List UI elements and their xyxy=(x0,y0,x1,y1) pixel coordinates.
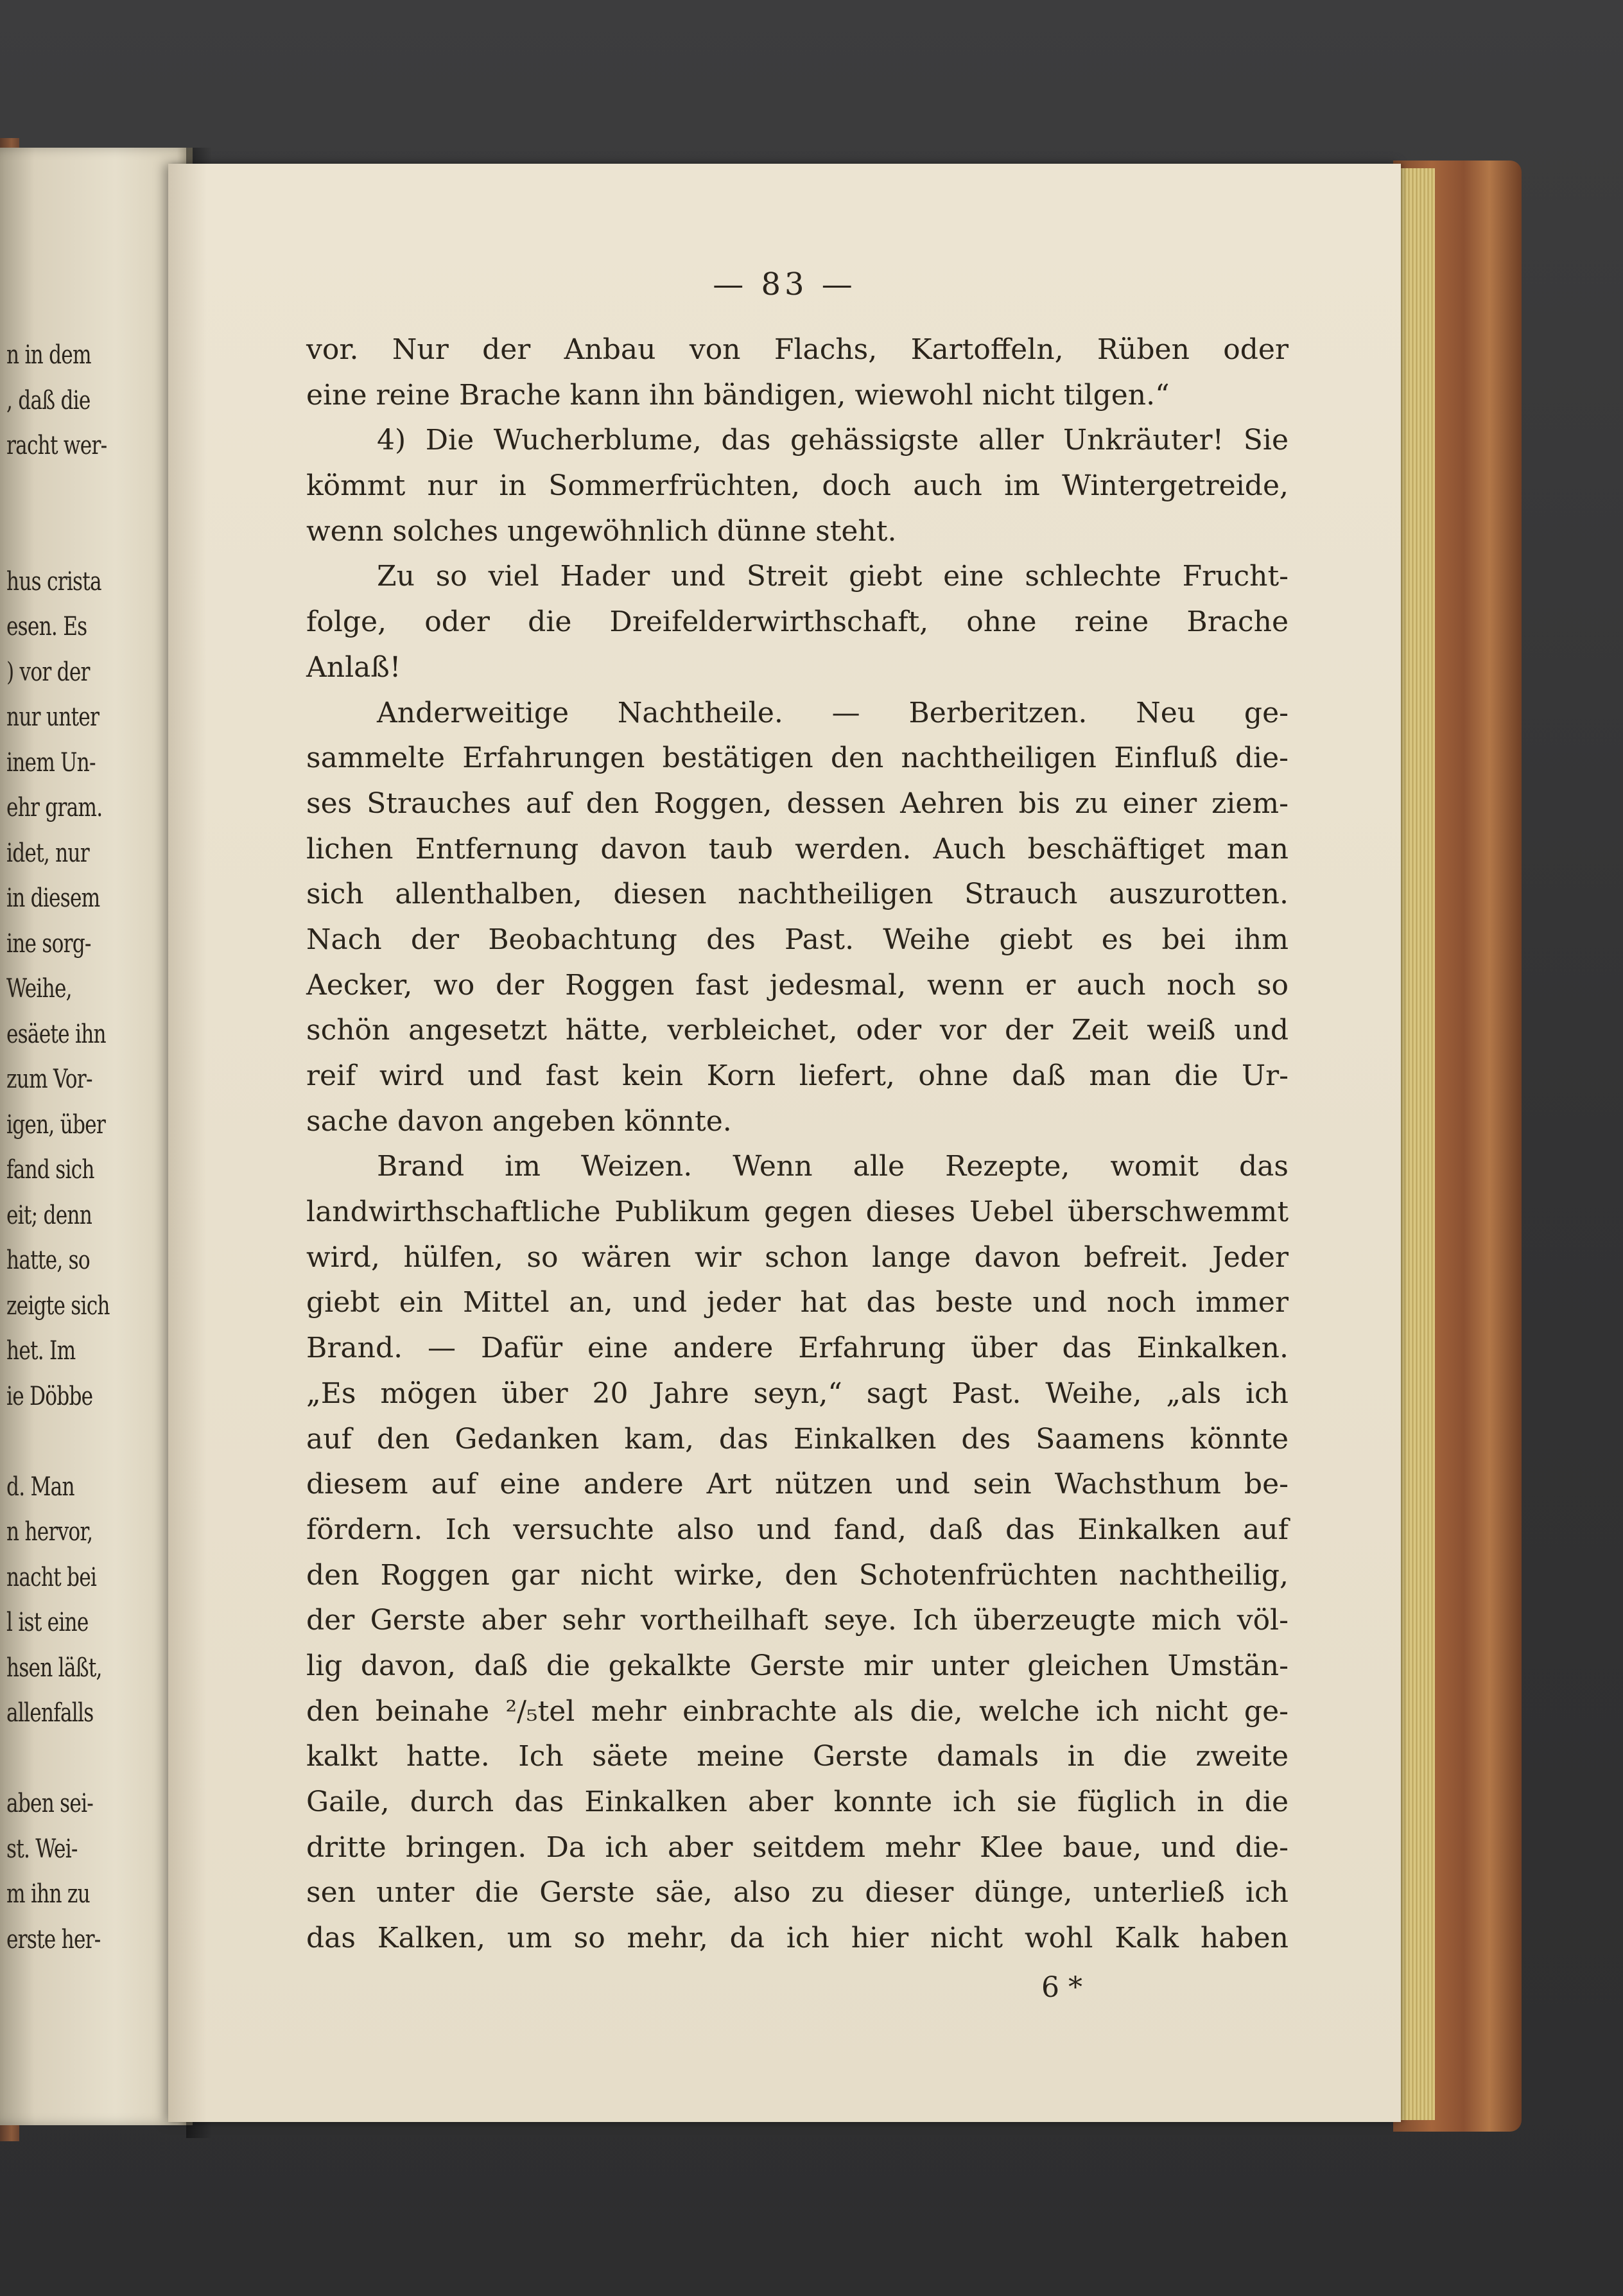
previous-page-line: st. Wei- xyxy=(6,1834,78,1864)
previous-page-line: het. Im xyxy=(6,1336,76,1366)
previous-page-line: ) vor der xyxy=(6,657,90,687)
text-line: der Gerste aber sehr vortheilhaft seye. Ich überzeugte mich völ- xyxy=(306,1604,1289,1637)
text-line: sache davon angeben könnte. xyxy=(306,1104,732,1138)
previous-page-line: allenfalls xyxy=(6,1698,94,1728)
previous-page-line: ehr gram. xyxy=(6,793,103,822)
text-line: sen unter die Gerste säe, also zu dieser dünge, unterließ ich xyxy=(306,1876,1289,1909)
previous-page-line: ie Döbbe xyxy=(6,1381,93,1411)
page-text xyxy=(306,327,1289,1961)
previous-page-line: eit; denn xyxy=(6,1200,92,1230)
previous-page-line: l ist eine xyxy=(6,1608,89,1637)
previous-page-line: erste her- xyxy=(6,1924,101,1954)
text-line: Anlaß! xyxy=(306,650,401,684)
text-line: lig davon, daß die gekalkte Gerste mir unter gleichen Umstän- xyxy=(306,1649,1289,1682)
text-line: sammelte Erfahrungen bestätigen den nachtheiligen Einfluß die- xyxy=(306,742,1289,775)
text-line: Nach der Beobachtung des Past. Weihe giebt es bei ihm xyxy=(306,923,1289,956)
text-line: „Es mögen über 20 Jahre seyn,“ sagt Past. Weihe, „als ich xyxy=(306,1377,1289,1410)
previous-page-line: zum Vor- xyxy=(6,1065,92,1094)
previous-page-line: , daß die xyxy=(6,385,91,415)
signature-mark: 6 * xyxy=(1041,1971,1082,2004)
text-line: den Roggen gar nicht wirke, den Schotenfrüchten nachtheilig, xyxy=(306,1558,1289,1592)
previous-page-line: d. Man xyxy=(6,1472,74,1502)
text-line: fördern. Ich versuchte also und fand, daß das Einkalken auf xyxy=(306,1513,1289,1546)
previous-page xyxy=(0,148,193,2125)
text-line: 4) Die Wucherblume, das gehässigste aller Unkräuter! Sie xyxy=(377,424,1289,457)
text-line: den beinahe ²/₅tel mehr einbrachte als die, welche ich nicht ge- xyxy=(306,1694,1289,1728)
previous-page-line: Weihe, xyxy=(6,974,72,1004)
text-line: eine reine Brache kann ihn bändigen, wiewohl nicht tilgen.“ xyxy=(306,378,1170,412)
text-line: lichen Entfernung davon taub werden. Auch beschäftiget man xyxy=(306,832,1289,865)
text-line: reif wird und fast kein Korn liefert, ohne daß man die Ur- xyxy=(306,1059,1289,1092)
text-line: folge, oder die Dreifelderwirthschaft, ohne reine Brache xyxy=(306,605,1289,639)
text-line: Brand im Weizen. Wenn alle Rezepte, womit das xyxy=(377,1150,1289,1183)
text-line: Aecker, wo der Roggen fast jedesmal, wenn er auch noch so xyxy=(306,968,1289,1002)
previous-page-line: nur unter xyxy=(6,702,100,732)
previous-page-line: esen. Es xyxy=(6,612,87,641)
text-line: Brand. — Dafür eine andere Erfahrung über das Einkalken. xyxy=(306,1332,1289,1365)
previous-page-line: inem Un- xyxy=(6,747,96,778)
previous-page-line: fand sich xyxy=(6,1155,94,1185)
previous-page-line: hatte, so xyxy=(6,1246,90,1275)
text-line: kömmt nur in Sommerfrüchten, doch auch im Wintergetreide, xyxy=(306,469,1289,503)
text-line: Gaile, durch das Einkalken aber konnte ich sie füglich in die xyxy=(306,1786,1289,1818)
text-line: dritte bringen. Da ich aber seitdem mehr Klee baue, und die- xyxy=(306,1831,1289,1864)
previous-page-line: hus crista xyxy=(6,566,101,596)
text-line: giebt ein Mittel an, und jeder hat das beste und noch immer xyxy=(306,1286,1289,1319)
previous-page-line: aben sei- xyxy=(6,1789,94,1818)
text-line: ses Strauches auf den Roggen, dessen Aehren bis zu einer ziem- xyxy=(306,787,1289,820)
text-line: wenn solches ungewöhnlich dünne steht. xyxy=(306,514,897,548)
previous-page-line: esäete ihn xyxy=(6,1019,106,1049)
book-page xyxy=(168,164,1401,2122)
previous-page-line: n in dem xyxy=(6,340,91,370)
previous-page-line: in diesem xyxy=(6,883,100,913)
previous-page-line: racht wer- xyxy=(6,431,107,460)
previous-page-line: n hervor, xyxy=(6,1517,93,1547)
text-line: kalkt hatte. Ich säete meine Gerste damals in die zweite xyxy=(306,1740,1289,1773)
text-line: auf den Gedanken kam, das Einkalken des Saamens könnte xyxy=(306,1422,1289,1456)
text-line: landwirthschaftliche Publikum gegen dieses Uebel überschwemmt xyxy=(306,1196,1289,1229)
text-line: vor. Nur der Anbau von Flachs, Kartoffeln, Rüben oder xyxy=(306,333,1289,366)
previous-page-line: zeigte sich xyxy=(6,1291,110,1321)
text-line: Anderweitige Nachtheile. — Berberitzen. Neu ge- xyxy=(377,696,1289,729)
previous-page-line: igen, über xyxy=(6,1109,105,1140)
previous-page-line: idet, nur xyxy=(6,838,89,868)
previous-page-line: nacht bei xyxy=(6,1562,97,1592)
previous-page-line: hsen läßt, xyxy=(6,1653,102,1683)
text-line: sich allenthalben, diesen nachtheiligen Strauch auszurotten. xyxy=(306,878,1289,911)
previous-page-line: m ihn zu xyxy=(6,1879,90,1909)
text-line: wird, hülfen, so wären wir schon lange davon befreit. Jeder xyxy=(306,1240,1289,1274)
text-line: das Kalken, um so mehr, da ich hier nicht wohl Kalk haben xyxy=(306,1922,1289,1955)
text-line: Zu so viel Hader und Streit giebt eine schlechte Frucht- xyxy=(377,560,1289,593)
text-line: schön angesetzt hätte, verbleichet, oder vor der Zeit weiß und xyxy=(306,1014,1289,1047)
page-number: — 83 — xyxy=(713,266,856,302)
text-line: diesem auf eine andere Art nützen und sein Wachsthum be- xyxy=(306,1468,1289,1501)
previous-page-line: ine sorg- xyxy=(6,928,91,959)
